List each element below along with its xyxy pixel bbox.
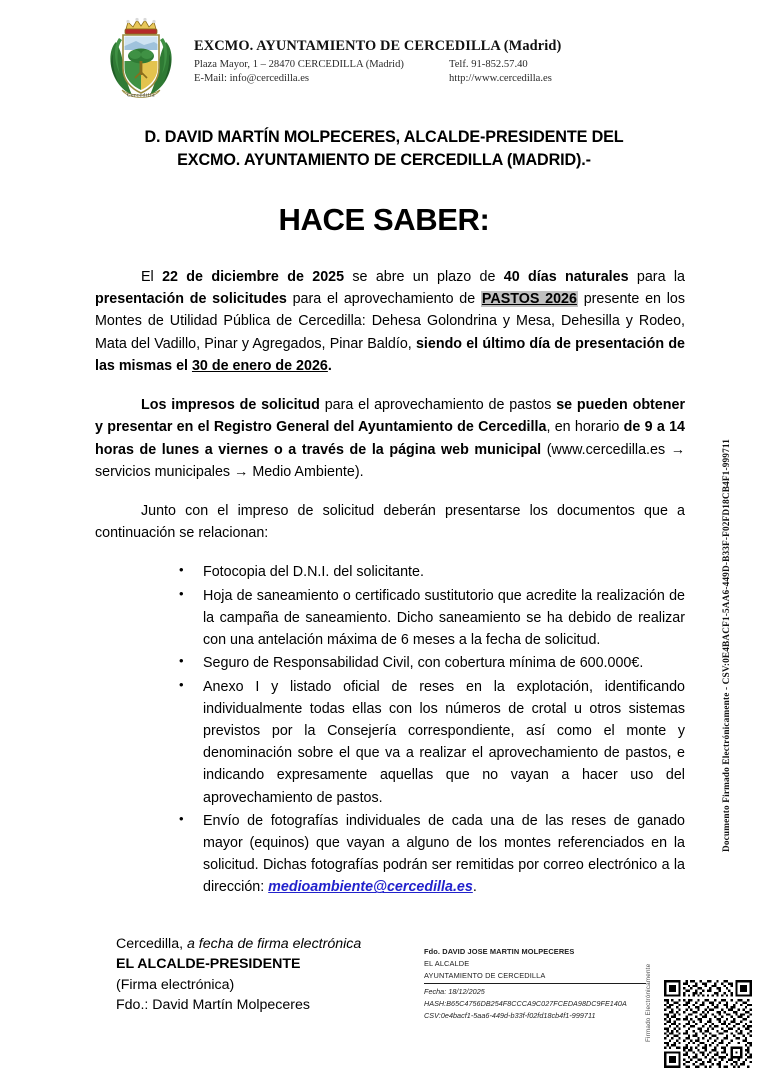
stamp-divider (424, 983, 646, 984)
title-line-2: EXCMO. AYUNTAMIENTO DE CERCEDILLA (MADRID).- (177, 151, 591, 169)
p1-t5: presente en los Montes de Utilidad Pública de Cercedilla: Dehesa Golondrina y Mesa, Dehesilla y Rodeo, Mata del Vadillo, Pinar y Agregados, Pinar Baldío, (95, 291, 686, 352)
p1-t4: para el aprovechamiento de (286, 291, 481, 308)
signature-place-line (116, 934, 416, 954)
signature-role: EL ALCALDE-PRESIDENTE (116, 956, 301, 973)
stamp-role: EL ALCALDE (424, 958, 470, 968)
title-line-1: D. DAVID MARTÍN MOLPECERES, ALCALDE-PRESIDENTE DEL (144, 128, 624, 146)
p2-hours: de 9 a 14 horas de lunes a viernes o a través de la página web municipal (95, 419, 686, 458)
p1-date-close: 30 de enero de 2026 (191, 357, 328, 374)
signature-place: Cercedilla, (116, 936, 187, 952)
electronic-signature-stamp (424, 946, 646, 1022)
contact-details (194, 58, 686, 86)
p2-t1: para el aprovechamiento de pastos (319, 397, 557, 414)
p1-t3: para la (628, 269, 685, 285)
letterhead (106, 16, 686, 108)
address-text: Plaza Mayor, 1 – 28470 CERCEDILLA (Madrid) (194, 59, 404, 70)
p1-lastday: siendo el último día de presentación de las mismas el (95, 335, 685, 374)
required-documents-list (95, 561, 685, 898)
p1-date-open: 22 de diciembre de 2025 (162, 269, 345, 285)
phone-text: Telf. 91-852.57.40 (449, 59, 528, 70)
stamp-entity: AYUNTAMIENTO DE CERCEDILLA (424, 970, 546, 980)
p1-t2: se abre un plazo de (344, 269, 504, 285)
list-item-text: Fotocopia del D.N.I. del solicitante. (203, 564, 424, 581)
list-item (177, 652, 685, 674)
organization-name: EXCMO. AYUNTAMIENTO DE CERCEDILLA (Madrid) (194, 38, 562, 54)
p2-t3: (www.cercedilla.es → servicios municipales → Medio Ambiente). (95, 441, 686, 480)
list-item (177, 676, 685, 809)
list-item (177, 561, 685, 583)
coat-of-arms-icon (106, 16, 176, 104)
paragraph-deadline (95, 266, 685, 377)
email-link[interactable]: medioambiente@cercedilla.es (268, 879, 473, 896)
stamp-date: Fecha: 18/12/2025 (424, 986, 485, 996)
p1-submission: presentación de solicitudes (95, 291, 287, 308)
list-item-text: Envío de fotografías individuales de cada una de las reses de ganado mayor (equinos) que vayan a alguno de los montes referenciados en la solicitud. Dichas fotografías podrán ser remitidas por correo electrónico a la dirección: (203, 812, 685, 896)
list-item-text-end: . (472, 879, 477, 896)
email-text: E-Mail: info@cercedilla.es (194, 73, 310, 85)
qr-vertical-label: Firmado Electrónicamente (645, 963, 652, 1042)
highlight-pastos-2026: PASTOS 2026 (481, 291, 577, 308)
website-text: http://www.cercedilla.es (449, 73, 552, 85)
vertical-csv-bar (716, 432, 738, 852)
proclamation-heading: HACE SABER: (278, 202, 490, 237)
p2-t2: , en horario (546, 419, 624, 436)
vertical-csv-text: Documento Firmado Electrónicamente - CSV:0E4BACF1-5AA6-449D-B33F-F02FD18CB4F1-999711 (722, 438, 732, 852)
stamp-signer: Fdo. DAVID JOSE MARTIN MOLPECERES (424, 947, 575, 956)
signature-date-note: a fecha de firma electrónica (186, 936, 362, 952)
signature-name: Fdo.: David Martín Molpeceres (116, 996, 310, 1013)
paragraph-forms (95, 394, 685, 483)
list-item (177, 810, 685, 899)
document-title-block (84, 126, 684, 238)
list-item-text: Hoja de saneamiento o certificado sustitutorio que acredite la realización de la campaña de saneamiento. Dicho saneamiento se ha debido de realizar con una antelación máxima de 6 meses a la fecha de solicitud. (203, 587, 685, 649)
p1-t6: . (327, 357, 332, 374)
signature-note: (Firma electrónica) (116, 976, 235, 993)
qr-code-icon (664, 980, 752, 1068)
list-item-text: Seguro de Responsabilidad Civil, con cobertura mínima de 600.000€. (203, 655, 644, 672)
list-item-text: Anexo I y listado oficial de reses en la explotación, identificando individualmente todas ellas con los números de crotal u otros sistemas previstos por la Consejería correspondiente, así como el monte y denominación sobre el que va a realizar el aprovechamiento de pastos, e indicando expresamente aquellas que no vayan a hacer uso del aprovechamiento de pastos. (203, 678, 685, 806)
p1-period: 40 días naturales (503, 269, 629, 285)
document-body (95, 266, 685, 900)
stamp-hash: HASH:B65C4756DB254F8CCCA9C027FCEDA98DC9FE140A (424, 998, 627, 1008)
p2-registry: se pueden obtener y presentar en el Registro General del Ayuntamiento de Cercedilla (95, 397, 686, 436)
list-item (177, 585, 685, 652)
stamp-csv: CSV:0e4bacf1-5aa6-449d-b33f-f02fd18cb4f1-999711 (424, 1010, 596, 1020)
p2-forms: Los impresos de solicitud (141, 397, 320, 414)
svg-text:Cercedilla: Cercedilla (126, 92, 156, 99)
p1-t1: El (141, 269, 163, 285)
signature-block (116, 934, 416, 1015)
letterhead-text (194, 16, 686, 86)
paragraph-documents-intro: Junto con el impreso de solicitud deberán presentarse los documentos que a continuación se relacionan: (95, 502, 685, 542)
